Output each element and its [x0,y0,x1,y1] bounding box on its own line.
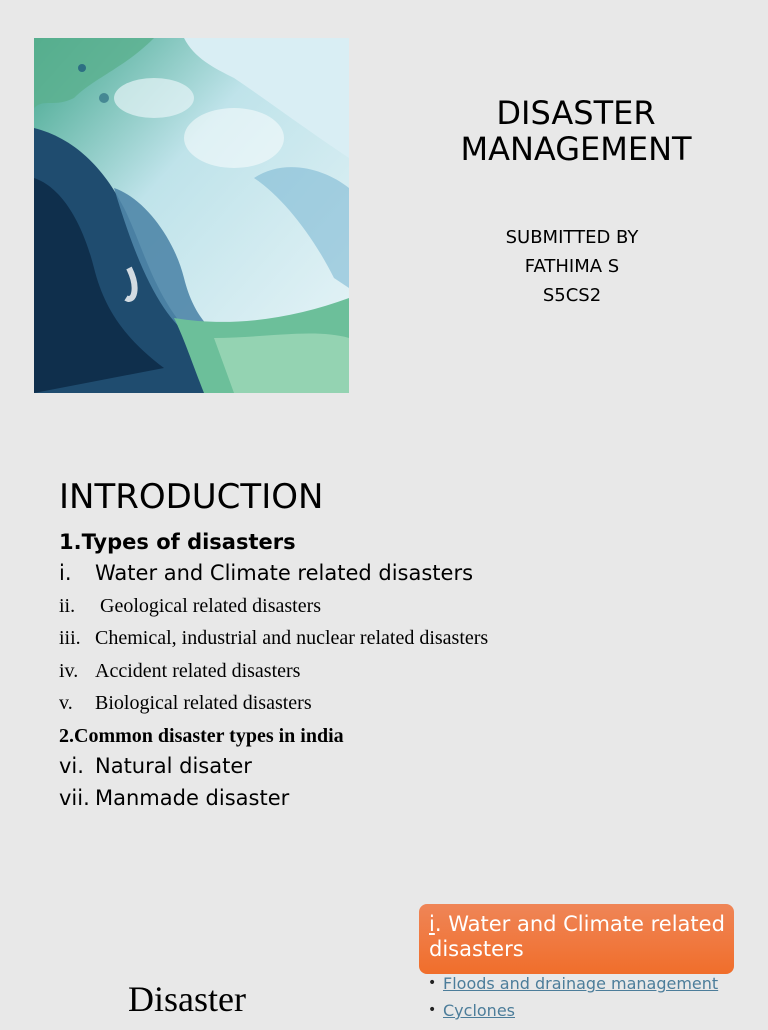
water-climate-slide [0,860,768,1024]
title-line1: DISASTER [496,94,656,132]
list-item [59,754,252,778]
list-item-number: i. [59,561,72,585]
list-item [59,595,321,618]
class-code: S5CS2 [542,285,602,306]
list-item-number: iv. [59,660,79,682]
section-card [419,904,734,974]
author-name: FATHIMA S [524,256,620,277]
list-item-number: ii. [59,595,76,617]
presentation-title [440,95,712,167]
submission-info [440,223,704,310]
bullet-icon: • [428,1002,437,1018]
link-cyclones[interactable]: Cyclones [443,1001,515,1020]
list-item-number: iii. [59,627,81,649]
section2-heading: 2.Common disaster types in india [59,725,344,747]
list-item [59,660,300,683]
list-item [59,786,289,810]
link-floods-drainage[interactable]: Floods and drainage management [443,974,719,993]
list-item-text: Natural disater [95,754,252,778]
list-item-number: v. [59,692,73,714]
list-item-text: Accident related disasters [95,660,301,682]
watercolor-art [34,38,349,393]
slide-heading: Disaster [128,979,246,1019]
submitted-by-label: SUBMITTED BY [505,227,639,248]
list-item [59,561,473,585]
list-item [428,976,728,991]
topic-links [428,976,728,1030]
section1-heading: 1.Types of disasters [59,530,296,554]
card-title: . Water and Climate related disasters [429,912,725,961]
list-item-number: vi. [59,754,84,778]
list-item-text: Geological related disasters [95,595,322,617]
list-item [59,627,488,650]
title-line2: MANAGEMENT [460,130,692,168]
list-item-number: vii. [59,786,90,810]
intro-heading: INTRODUCTION [59,477,324,517]
bullet-icon: • [428,975,437,991]
introduction-slide [0,440,768,840]
list-item [428,1003,728,1018]
list-item-text: Biological related disasters [95,692,312,714]
list-item-text: Water and Climate related disasters [95,561,474,585]
card-number: i [429,912,435,936]
abstract-watercolor-image [34,38,349,393]
list-item [59,692,312,715]
list-item-text: Chemical, industrial and nuclear related disasters [95,627,489,649]
cover-slide [0,0,768,430]
list-item-text: Manmade disaster [95,786,290,810]
